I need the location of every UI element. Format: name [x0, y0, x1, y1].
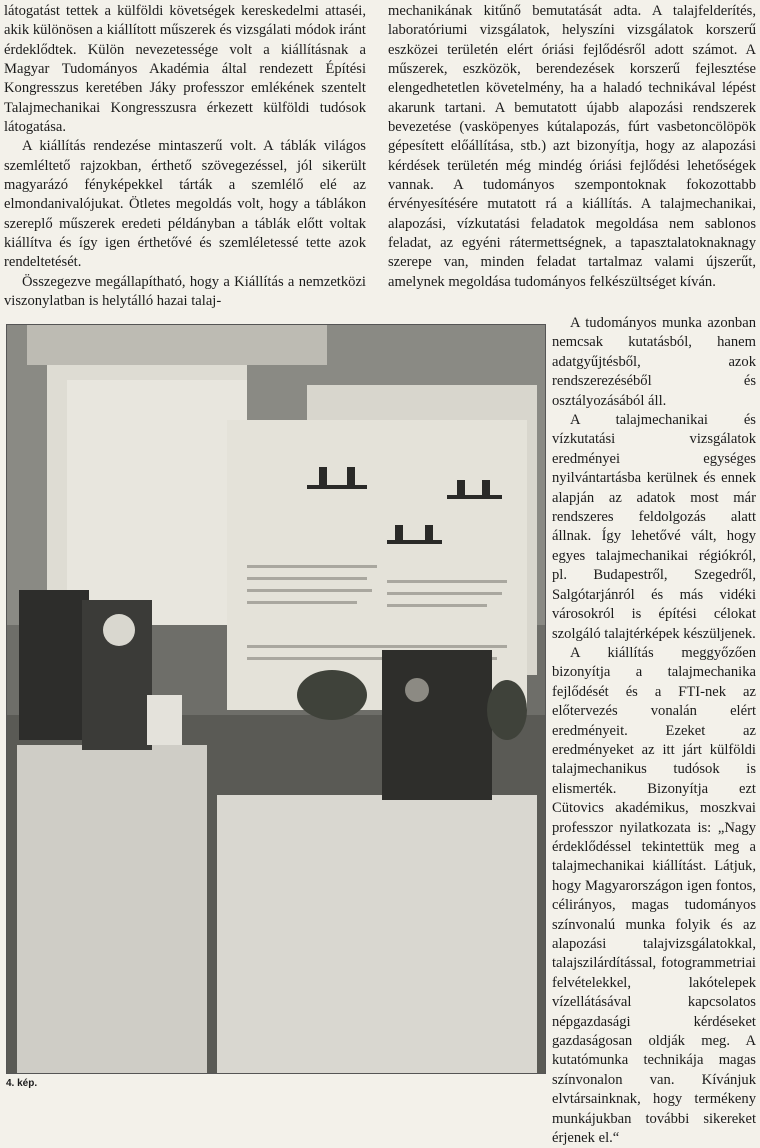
paragraph: A kiállítás meggyőzően bizonyítja a talajmechanika fejlődését és a FTI-nek az előtervezés vonalán elért eredményeit. Ezeket az eredményeket az itt járt külföldi talajmechanikus tudósok is elismerték. Bizonyítja ezt Cütovics akadémikus, moszkvai professzor nyilatkozata is: „Nagy érdeklődéssel tekintettük meg a talajmechanikai kiállítást. Látjuk, hogy Magyarországon igen fontos, célirányos, magas tudományos színvonalú munka folyik és az alapozási talajvizsgálatokkal, talajszilárdítással, fotogrammetriai felvételekkel, lakótelepek vízellátásával kapcsolatos népgazdasági kérdéseket gazdaságosan oldják meg. A kutatómunka technikája magas színvonalon van. Kívánjuk elvtársainknak, hogy termékeny munkájukban további sikereket érjenek el.“: [552, 644, 756, 1147]
figure-caption: 4. kép.: [6, 1078, 38, 1089]
paragraph: Összegezve megállapítható, hogy a Kiállítás a nemzetközi viszonylatban is helytálló hazai talaj-: [4, 273, 366, 310]
paragraph: A tudományos munka azonban nemcsak kutatásból, hanem adatgyűjtésből, azok rendszerezéséből és osztályozásából áll.: [552, 315, 756, 409]
paragraph: látogatást tettek a külföldi követségek kereskedelmi attaséi, akik különösen a kiállított műszerek és vizsgálati módok iránt érdeklődtek. Külön nevezetessége volt a kiállításnak a Magyar Tudományos Akadémia által rendezett Építési Kongresszus keretében Jáky professzor emlékének szentelt Talajmechanikai Kongresszusra érkezett külföldi tudósok látogatása.: [4, 3, 366, 136]
exhibition-photo-drawing: [7, 325, 545, 1073]
left-text-column: [4, 2, 366, 312]
exhibition-photo: [6, 324, 546, 1074]
paragraph: mechanikának kitűnő bemutatását adta. A talajfelderítés, laboratóriumi vizsgálatok, helyszíni vizsgálatok korszerű eszközei területén elért óriási fejlődésről adott számot. A műszerek, eszközök, berendezések korszerű fejlesztése elengedhetetlen követelmény, ha a haladó technikával lépést akarunk tartani. A bemutatott újabb alapozási rendszerek bevezetése (vasköpenyes kútalapozás, fúrt vasbetoncölöpök gépesített előállítása, stb.) azt bizonyítja, hogy az alapozási kérdések területén még mindég óriási fejlődési lehetőségek vannak. A tudományos szempontoknak fokozottabb érvényesítésére mutatott rá a kiállítás. A talajmechanikai, alapozási, vízkutatási feladatok megoldása nem sablonos feladat, az egyéni rátermettségnek, a tapasztalatoknaknagy szerepe van, minden feladat tartalmaz valami újszerűt, amelynek megoldása tudományos felkészültséget kíván.: [388, 3, 756, 290]
right-narrow-text-column: [552, 314, 756, 1148]
paragraph: A talajmechanikai és vízkutatási vizsgálatok eredményei egységes nyilvántartásba kerülnek és ennek alapján az adatok most már rendszeres feldolgozás alatt állnak. Így lehetővé vált, hogy egyes talajmechanikai régiókról, pl. Budapestről, Szegedről, Salgótarjánról és más vidéki városokról is építési célokat szolgáló talajtérképek készüljenek.: [552, 412, 756, 642]
right-text-column: [388, 2, 756, 292]
paragraph: A kiállítás rendezése mintaszerű volt. A táblák világos szemléltető rajzokban, érthető szövegezéssel, jól sikerült magyarázó fényképekkel tárták a szemlélő elé az elmondanivalójukat. Ötletes megoldás volt, hogy a táblákon szereplő műszerek eredeti példányban a táblák előtt voltak kiállítva és így igen érthetővé és szemléletessé tette azok rendeltetését.: [4, 138, 366, 271]
